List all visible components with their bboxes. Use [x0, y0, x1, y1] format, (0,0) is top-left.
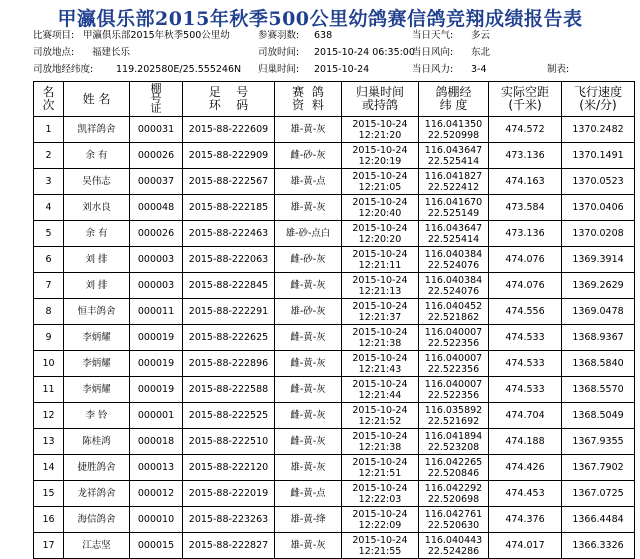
ring-cell: 2015-88-223263 [183, 507, 275, 533]
speed-cell: 1368.5049 [562, 403, 635, 429]
rank-cell: 7 [34, 273, 64, 299]
latitude: 22.520630 [427, 519, 480, 531]
wind-dir-value: 东北 [471, 47, 491, 58]
ring-cell: 2015-88-222120 [183, 455, 275, 481]
name-cell: 江志坚 [64, 533, 130, 559]
table-row [34, 403, 635, 429]
time-cell [342, 221, 419, 247]
speed-cell: 1367.0725 [562, 481, 635, 507]
ring-cell: 2015-88-222185 [183, 195, 275, 221]
ring-cell: 2015-88-222567 [183, 169, 275, 195]
loft-cell: 000003 [130, 273, 183, 299]
distance-cell: 474.076 [489, 247, 562, 273]
release-site-value: 福建长乐 [92, 47, 131, 58]
loft-cell: 000013 [130, 455, 183, 481]
longitude: 116.040007 [424, 378, 483, 390]
table-row [34, 169, 635, 195]
time-cell [342, 455, 419, 481]
pigeon-info-cell: 雌-黄-点 [275, 481, 342, 507]
rank-cell: 1 [34, 117, 64, 143]
distance-cell: 474.556 [489, 299, 562, 325]
return-time: 12:21:05 [358, 181, 402, 193]
distance-cell: 474.533 [489, 351, 562, 377]
rank-cell: 15 [34, 481, 64, 507]
loft-cell: 000003 [130, 247, 183, 273]
loft-cell: 000015 [130, 533, 183, 559]
pigeon-info-cell: 雄-黄-灰 [275, 195, 342, 221]
return-time: 12:21:52 [358, 415, 402, 427]
distance-cell: 473.584 [489, 195, 562, 221]
loft-cell: 000048 [130, 195, 183, 221]
distance-cell: 474.163 [489, 169, 562, 195]
loft-cell: 000011 [130, 299, 183, 325]
table-row [34, 195, 635, 221]
longitude: 116.041827 [424, 170, 483, 182]
latitude: 22.522356 [427, 389, 480, 401]
coords-cell [419, 221, 489, 247]
time-cell [342, 507, 419, 533]
longitude: 116.040384 [424, 248, 483, 260]
time-cell [342, 143, 419, 169]
coords-label: 司放地经纬度: [33, 64, 94, 75]
latitude: 22.521692 [427, 415, 480, 427]
latitude: 22.524286 [427, 545, 480, 557]
ring-cell: 2015-88-222827 [183, 533, 275, 559]
pigeon-info-cell: 雌-黄-灰 [275, 403, 342, 429]
distance-cell: 474.376 [489, 507, 562, 533]
pigeon-info-cell: 雄-黄-灰 [275, 455, 342, 481]
speed-cell: 1368.5570 [562, 377, 635, 403]
ring-cell: 2015-88-222609 [183, 117, 275, 143]
latitude: 22.522356 [427, 363, 480, 375]
speed-cell: 1370.1491 [562, 143, 635, 169]
coords-cell [419, 429, 489, 455]
pigeon-info-cell: 雄-黄-灰 [275, 117, 342, 143]
loft-cell: 000018 [130, 429, 183, 455]
coords-cell [419, 325, 489, 351]
name-cell: 海信鸽舍 [64, 507, 130, 533]
header-distance: 实际空距 (千米) [489, 82, 562, 117]
return-date: 2015-10-24 [352, 456, 408, 468]
pigeon-info-cell: 雌-黄-灰 [275, 325, 342, 351]
speed-cell: 1370.2482 [562, 117, 635, 143]
longitude: 116.042292 [424, 482, 483, 494]
weather-value: 多云 [471, 30, 491, 41]
speed-cell: 1370.0208 [562, 221, 635, 247]
distance-cell: 474.017 [489, 533, 562, 559]
header-ring: 足 号 环 码 [183, 82, 275, 117]
pigeon-info-cell: 雌-黄-灰 [275, 377, 342, 403]
table-body [34, 117, 635, 559]
longitude: 116.042265 [424, 456, 483, 468]
pigeon-info-cell: 雌-砂-灰 [275, 247, 342, 273]
pigeon-info-cell: 雄-砂-灰 [275, 299, 342, 325]
return-date: 2015-10-24 [352, 430, 408, 442]
coords-cell [419, 455, 489, 481]
longitude: 116.040443 [424, 534, 483, 546]
return-time-label: 归巢时间: [258, 64, 300, 75]
rank-cell: 2 [34, 143, 64, 169]
table-row [34, 247, 635, 273]
speed-cell: 1370.0523 [562, 169, 635, 195]
loft-cell: 000026 [130, 221, 183, 247]
speed-cell: 1367.7902 [562, 455, 635, 481]
distance-cell: 474.426 [489, 455, 562, 481]
rank-cell: 17 [34, 533, 64, 559]
ring-cell: 2015-88-222525 [183, 403, 275, 429]
name-cell: 凯祥鸽舍 [64, 117, 130, 143]
return-date: 2015-10-24 [352, 196, 408, 208]
latitude: 22.525414 [427, 155, 480, 167]
ring-cell: 2015-88-222909 [183, 143, 275, 169]
speed-cell: 1370.0406 [562, 195, 635, 221]
return-time-value: 2015-10-24 [314, 64, 370, 75]
time-cell [342, 377, 419, 403]
time-cell [342, 325, 419, 351]
longitude: 116.042761 [424, 508, 483, 520]
name-cell: 余 有 [64, 221, 130, 247]
coords-cell [419, 533, 489, 559]
header-name: 姓 名 [64, 82, 130, 117]
wind-dir-label: 当日风向: [412, 47, 454, 58]
coords-cell [419, 403, 489, 429]
longitude: 116.043647 [424, 144, 483, 156]
return-date: 2015-10-24 [352, 274, 408, 286]
coords-cell [419, 481, 489, 507]
pigeon-info-cell: 雄-黄-绛 [275, 507, 342, 533]
coords-cell [419, 117, 489, 143]
coords-value: 119.202580E/25.555246N [116, 64, 242, 75]
return-time: 12:21:55 [358, 545, 402, 557]
project-label: 比赛项目: [33, 30, 75, 41]
rank-cell: 14 [34, 455, 64, 481]
table-row [34, 455, 635, 481]
header-pigeon-info: 赛 鸽 资 料 [275, 82, 342, 117]
coords-cell [419, 351, 489, 377]
return-time: 12:21:11 [358, 259, 402, 271]
loft-cell: 000026 [130, 143, 183, 169]
time-cell [342, 533, 419, 559]
name-cell: 陈桂鸿 [64, 429, 130, 455]
return-time: 12:22:03 [358, 493, 402, 505]
return-date: 2015-10-24 [352, 144, 408, 156]
latitude: 22.521862 [427, 311, 480, 323]
pigeon-info-cell: 雄-砂-点白 [275, 221, 342, 247]
return-date: 2015-10-24 [352, 378, 408, 390]
name-cell: 余 有 [64, 143, 130, 169]
loft-cell: 000019 [130, 377, 183, 403]
table-row [34, 377, 635, 403]
name-cell: 捷胜鸽舍 [64, 455, 130, 481]
ring-cell: 2015-88-222019 [183, 481, 275, 507]
latitude: 22.525149 [427, 207, 480, 219]
ring-cell: 2015-88-222625 [183, 325, 275, 351]
ring-cell: 2015-88-222063 [183, 247, 275, 273]
rank-cell: 6 [34, 247, 64, 273]
name-cell: 吴伟志 [64, 169, 130, 195]
distance-cell: 474.704 [489, 403, 562, 429]
return-date: 2015-10-24 [352, 508, 408, 520]
coords-cell [419, 143, 489, 169]
count-label: 参赛羽数: [258, 30, 300, 41]
coords-cell [419, 507, 489, 533]
latitude: 22.520998 [427, 129, 480, 141]
header-loft: 棚 号 证 [130, 82, 183, 117]
coords-cell [419, 377, 489, 403]
ring-cell: 2015-88-222510 [183, 429, 275, 455]
pigeon-info-cell: 雄-黄-灰 [275, 533, 342, 559]
name-cell: 刘水良 [64, 195, 130, 221]
return-time: 12:20:19 [358, 155, 402, 167]
longitude: 116.041350 [424, 118, 483, 130]
release-time-label: 司放时间: [258, 47, 300, 58]
name-cell: 李炳耀 [64, 377, 130, 403]
pigeon-info-cell: 雌-黄-灰 [275, 351, 342, 377]
speed-cell: 1366.4484 [562, 507, 635, 533]
header-rank: 名 次 [34, 82, 64, 117]
loft-cell: 000019 [130, 351, 183, 377]
table-row [34, 351, 635, 377]
name-cell: 刘 排 [64, 247, 130, 273]
longitude: 116.040007 [424, 352, 483, 364]
longitude: 116.040452 [424, 300, 483, 312]
return-time: 12:21:44 [358, 389, 402, 401]
return-date: 2015-10-24 [352, 404, 408, 416]
table-row [34, 325, 635, 351]
pigeon-info-cell: 雄-黄-点 [275, 169, 342, 195]
loft-cell: 000031 [130, 117, 183, 143]
longitude: 116.035892 [424, 404, 483, 416]
return-time: 12:21:43 [358, 363, 402, 375]
return-time: 12:20:40 [358, 207, 402, 219]
header-coords: 鸽棚经 纬 度 [419, 82, 489, 117]
time-cell [342, 169, 419, 195]
return-date: 2015-10-24 [352, 170, 408, 182]
return-date: 2015-10-24 [352, 222, 408, 234]
table-row [34, 429, 635, 455]
name-cell: 李 铃 [64, 403, 130, 429]
return-date: 2015-10-24 [352, 326, 408, 338]
time-cell [342, 273, 419, 299]
speed-cell: 1369.2629 [562, 273, 635, 299]
speed-cell: 1368.9367 [562, 325, 635, 351]
header-speed: 飞行速度 (米/分) [562, 82, 635, 117]
latitude: 22.523208 [427, 441, 480, 453]
latitude: 22.522412 [427, 181, 480, 193]
rank-cell: 11 [34, 377, 64, 403]
loft-cell: 000037 [130, 169, 183, 195]
latitude: 22.522356 [427, 337, 480, 349]
rank-cell: 10 [34, 351, 64, 377]
rank-cell: 13 [34, 429, 64, 455]
rank-cell: 8 [34, 299, 64, 325]
table-header-row [34, 82, 635, 117]
return-time: 12:21:38 [358, 441, 402, 453]
return-date: 2015-10-24 [352, 300, 408, 312]
distance-cell: 474.533 [489, 377, 562, 403]
latitude: 22.520846 [427, 467, 480, 479]
results-table [33, 81, 635, 559]
race-info [0, 27, 640, 81]
table-row [34, 117, 635, 143]
return-time: 12:21:51 [358, 467, 402, 479]
table-row [34, 481, 635, 507]
table-row [34, 221, 635, 247]
loft-cell: 000019 [130, 325, 183, 351]
time-cell [342, 299, 419, 325]
loft-cell: 000001 [130, 403, 183, 429]
distance-cell: 474.533 [489, 325, 562, 351]
ring-cell: 2015-88-222291 [183, 299, 275, 325]
report-title: 甲瀛俱乐部2015年秋季500公里幼鸽赛信鸽竞翔成绩报告表 [57, 8, 583, 30]
loft-cell: 000012 [130, 481, 183, 507]
latitude: 22.525414 [427, 233, 480, 245]
release-site-label: 司放地点: [33, 47, 75, 58]
rank-cell: 4 [34, 195, 64, 221]
return-date: 2015-10-24 [352, 118, 408, 130]
speed-cell: 1367.9355 [562, 429, 635, 455]
distance-cell: 474.076 [489, 273, 562, 299]
maker-label: 制表: [547, 64, 570, 75]
longitude: 116.040007 [424, 326, 483, 338]
return-date: 2015-10-24 [352, 534, 408, 546]
table-row [34, 299, 635, 325]
pigeon-info-cell: 雌-砂-灰 [275, 143, 342, 169]
rank-cell: 12 [34, 403, 64, 429]
time-cell [342, 117, 419, 143]
longitude: 116.043647 [424, 222, 483, 234]
ring-cell: 2015-88-222896 [183, 351, 275, 377]
pigeon-info-cell: 雌-黄-灰 [275, 273, 342, 299]
return-time: 12:20:20 [358, 233, 402, 245]
count-value: 638 [314, 30, 333, 41]
table-row [34, 143, 635, 169]
time-cell [342, 429, 419, 455]
return-date: 2015-10-24 [352, 352, 408, 364]
distance-cell: 474.453 [489, 481, 562, 507]
weather-label: 当日天气: [412, 30, 454, 41]
name-cell: 恒丰鸽舍 [64, 299, 130, 325]
wind-force-label: 当日风力: [412, 64, 454, 75]
table-row [34, 533, 635, 559]
distance-cell: 474.188 [489, 429, 562, 455]
time-cell [342, 195, 419, 221]
return-time: 12:21:37 [358, 311, 402, 323]
speed-cell: 1366.3326 [562, 533, 635, 559]
latitude: 22.524076 [427, 259, 480, 271]
ring-cell: 2015-88-222463 [183, 221, 275, 247]
time-cell [342, 481, 419, 507]
table-row [34, 507, 635, 533]
distance-cell: 473.136 [489, 221, 562, 247]
pigeon-info-cell: 雌-黄-灰 [275, 429, 342, 455]
name-cell: 龙祥鸽舍 [64, 481, 130, 507]
loft-cell: 000010 [130, 507, 183, 533]
longitude: 116.041670 [424, 196, 483, 208]
longitude: 116.041894 [424, 430, 483, 442]
return-date: 2015-10-24 [352, 482, 408, 494]
time-cell [342, 403, 419, 429]
wind-force-value: 3-4 [471, 64, 487, 75]
return-time: 12:21:20 [358, 129, 402, 141]
distance-cell: 474.572 [489, 117, 562, 143]
time-cell [342, 247, 419, 273]
coords-cell [419, 195, 489, 221]
distance-cell: 473.136 [489, 143, 562, 169]
longitude: 116.040384 [424, 274, 483, 286]
rank-cell: 3 [34, 169, 64, 195]
ring-cell: 2015-88-222845 [183, 273, 275, 299]
name-cell: 刘 排 [64, 273, 130, 299]
coords-cell [419, 273, 489, 299]
project-value: 甲瀛俱乐部2015年秋季500公里幼 [83, 30, 230, 41]
coords-cell [419, 299, 489, 325]
release-time-value: 2015-10-24 06:35:00 [314, 47, 415, 58]
rank-cell: 16 [34, 507, 64, 533]
header-return-time: 归巢时间 或持鸽 [342, 82, 419, 117]
rank-cell: 5 [34, 221, 64, 247]
time-cell [342, 351, 419, 377]
latitude: 22.524076 [427, 285, 480, 297]
name-cell: 李炳耀 [64, 351, 130, 377]
return-time: 12:21:13 [358, 285, 402, 297]
speed-cell: 1369.0478 [562, 299, 635, 325]
return-time: 12:22:09 [358, 519, 402, 531]
return-date: 2015-10-24 [352, 248, 408, 260]
table-row [34, 273, 635, 299]
return-time: 12:21:38 [358, 337, 402, 349]
name-cell: 李炳耀 [64, 325, 130, 351]
speed-cell: 1368.5840 [562, 351, 635, 377]
ring-cell: 2015-88-222588 [183, 377, 275, 403]
rank-cell: 9 [34, 325, 64, 351]
coords-cell [419, 169, 489, 195]
coords-cell [419, 247, 489, 273]
speed-cell: 1369.3914 [562, 247, 635, 273]
latitude: 22.520698 [427, 493, 480, 505]
